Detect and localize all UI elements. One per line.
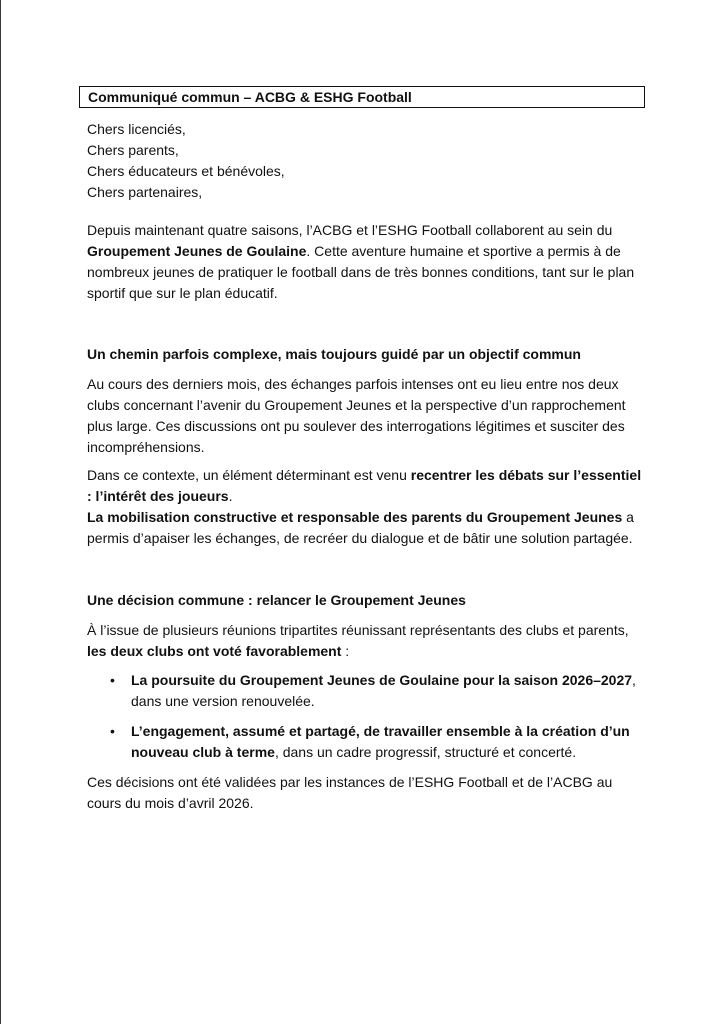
page-edge bbox=[0, 0, 1, 1024]
section2-p1-text-1: À l’issue de plusieurs réunions tripartites réunissant représentants des clubs et parents, bbox=[87, 622, 629, 638]
section2-heading: Une décision commune : relancer le Groupement Jeunes bbox=[87, 592, 466, 608]
section1-p2-text-3: a permis d’apaiser les échanges, de recréer du dialogue et de bâtir une solution partagée. bbox=[87, 509, 634, 546]
salutation-block bbox=[87, 119, 647, 203]
bullet-1-bold: La poursuite du Groupement Jeunes de Goulaine pour la saison 2026–2027 bbox=[131, 672, 633, 688]
bullet-1-text: , dans une version renouvelée. bbox=[131, 672, 636, 709]
salutation-parents: Chers parents, bbox=[87, 142, 179, 158]
bullet-2-text: , dans un cadre progressif, structuré et concerté. bbox=[274, 744, 577, 760]
section1-heading: Un chemin parfois complexe, mais toujours guidé par un objectif commun bbox=[87, 346, 581, 362]
list-item bbox=[87, 721, 647, 763]
salutation-educateurs: Chers éducateurs et bénévoles, bbox=[87, 163, 285, 179]
section1-paragraph-2 bbox=[87, 465, 647, 549]
intro-bold-groupement: Groupement Jeunes de Goulaine bbox=[87, 243, 307, 259]
bullet-2-bold: L’engagement, assumé et partagé, de travailler ensemble à la création d’un nouveau club à terme bbox=[131, 723, 630, 760]
section2-paragraph-1 bbox=[87, 620, 647, 662]
section1-p2-text-2: . bbox=[228, 488, 233, 504]
decision-list bbox=[87, 670, 647, 772]
section1-paragraph-1: Au cours des derniers mois, des échanges parfois intenses ont eu lieu entre nos deux clubs concernant l’avenir du Groupement Jeunes et la perspective d’un rapprochement plus large. Ces discussions ont pu soulever des interrogations légitimes et susciter des incompréhensions. bbox=[87, 376, 626, 455]
section2-p1-bold: les deux clubs ont voté favorablement bbox=[87, 643, 342, 659]
section1-p2-text-1: Dans ce contexte, un élément déterminant est venu bbox=[87, 467, 411, 483]
document-title: Communiqué commun – ACBG & ESHG Football bbox=[79, 86, 645, 108]
bullet-icon: • bbox=[110, 672, 115, 688]
intro-text-1: Depuis maintenant quatre saisons, l’ACBG et l’ESHG Football collaborent au sein du bbox=[87, 222, 613, 238]
intro-text-2: . Cette aventure humaine et sportive a permis à de nombreux jeunes de pratiquer le football dans de très bonnes conditions, tant sur le plan sportif que sur le plan éducatif. bbox=[87, 243, 635, 301]
salutation-partenaires: Chers partenaires, bbox=[87, 184, 203, 200]
list-item bbox=[87, 670, 647, 712]
intro-paragraph bbox=[87, 220, 647, 304]
section1-p2-bold-1: recentrer les débats sur l’essentiel : l’intérêt des joueurs bbox=[87, 467, 642, 504]
section2-p1-text-2: : bbox=[341, 643, 350, 659]
section1-p2-bold-2: La mobilisation constructive et responsable des parents du Groupement Jeunes bbox=[87, 509, 623, 525]
bullet-icon: • bbox=[110, 723, 115, 739]
salutation-licencies: Chers licenciés, bbox=[87, 121, 186, 137]
closing-paragraph: Ces décisions ont été validées par les instances de l’ESHG Football et de l’ACBG au cours du mois d’avril 2026. bbox=[87, 774, 613, 811]
